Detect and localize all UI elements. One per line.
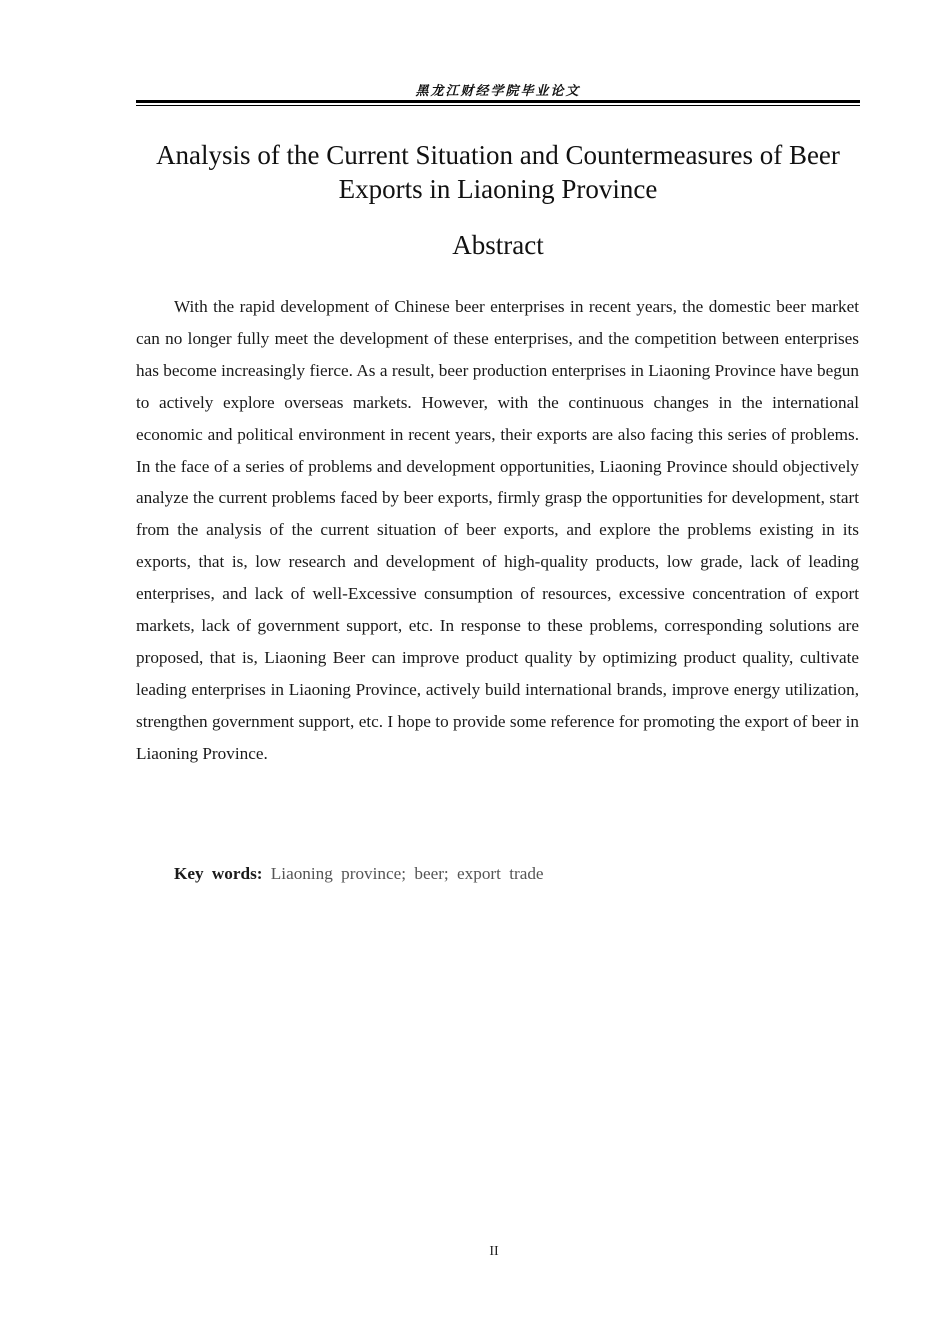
abstract-body: With the rapid development of Chinese beer enterprises in recent years, the domestic beer market can no longer fully meet the development of these enterprises, and the competition between enterprises has become increasingly fierce. As a result, beer production enterprises in Liaoning Province have begun to actively explore overseas markets. However, with the continuous changes in the international economic and political environment in recent years, their exports are also facing this series of problems. In the face of a series of problems and development opportunities, Liaoning Province should objectively analyze the current problems faced by beer exports, firmly grasp the opportunities for development, start from the analysis of the current situation of beer exports, and explore the problems existing in its exports, that is, low research and development of high-quality products, low grade, lack of leading enterprises, and lack of well-Excessive consumption of resources, excessive concentration of export markets, lack of government support, etc. In response to these problems, corresponding solutions are proposed, that is, Liaoning Beer can improve product quality by optimizing product quality, cultivate leading enterprises in Liaoning Province, actively build international brands, improve energy utilization, strengthen government support, etc. I hope to provide some reference for promoting the export of beer in Liaoning Province. xyxy=(136,297,859,763)
keywords-line xyxy=(174,860,544,888)
page-number: II xyxy=(489,1244,499,1259)
paper-title: Analysis of the Current Situation and Countermeasures of Beer Exports in Liaoning Province xyxy=(156,140,840,204)
keywords-label: Key words: xyxy=(174,864,263,883)
header-rule-thick xyxy=(136,100,860,103)
page-header: 黑龙江财经学院毕业论文 xyxy=(415,84,581,99)
abstract-heading: Abstract xyxy=(452,230,544,260)
header-rule-thin xyxy=(136,105,860,106)
keywords-value: Liaoning province; beer; export trade xyxy=(270,864,544,883)
